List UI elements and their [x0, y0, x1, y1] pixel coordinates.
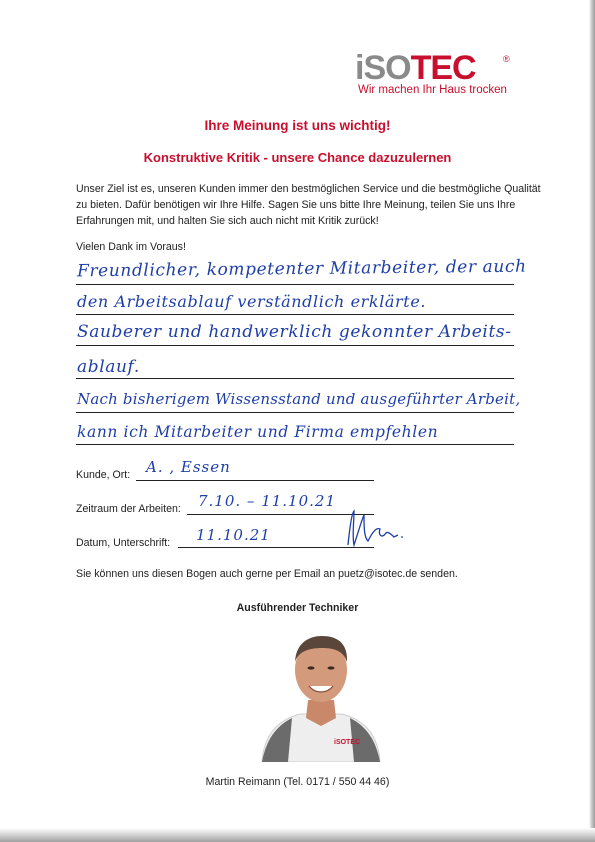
ruled-line — [76, 378, 514, 379]
date-value: 11.10.21 — [196, 526, 271, 544]
shirt-logo: iSOTEC — [334, 739, 361, 746]
page-heading: Ihre Meinung ist uns wichtig! — [204, 118, 391, 133]
registered-mark: ® — [503, 54, 510, 64]
signature — [340, 505, 410, 553]
scan-edge-bottom — [0, 828, 595, 842]
customer-label: Kunde, Ort: — [76, 469, 131, 481]
technician-name: Martin Reimann (Tel. 0171 / 550 44 46) — [205, 776, 390, 788]
logo-wordmark: iSOTEC — [355, 49, 476, 87]
period-label: Zeitraum der Arbeiten: — [76, 503, 181, 515]
technician-title: Ausführender Techniker — [236, 602, 359, 614]
period-value: 7.10. – 11.10.21 — [198, 492, 336, 510]
ruled-line — [76, 345, 514, 346]
feedback-line-3: Sauberer und handwerklich gekonnter Arbeits- — [77, 322, 512, 342]
feedback-line-5: Nach bisherigem Wissensstand und ausgeführter Arbeit, — [77, 390, 521, 408]
email-note: Sie können uns diesen Bogen auch gerne per Email an puetz@isotec.de senden. — [76, 568, 458, 580]
ruled-line — [76, 444, 514, 445]
customer-line — [136, 480, 374, 481]
thanks-text: Vielen Dank im Voraus! — [76, 241, 186, 253]
isotec-logo — [355, 50, 515, 100]
intro-text: Unser Ziel ist es, unseren Kunden immer den bestmöglichen Service und die bestmögliche Qualität zu bieten. Dafür benötigen wir Ihre Hilfe. Sagen Sie uns bitte Ihre Meinung, teilen Sie uns Ihre Erfahrungen mit, und halten Sie sich auch nicht mit Kritik zurück! — [76, 183, 541, 228]
ruled-line — [76, 412, 514, 413]
feedback-line-2: den Arbeitsablauf verständlich erklärte. — [77, 292, 427, 311]
feedback-line-1: Freundlicher, kompetenter Mitarbeiter, der auch — [76, 256, 527, 282]
ruled-line — [76, 314, 514, 315]
date-label: Datum, Unterschrift: — [76, 537, 171, 549]
technician-photo — [258, 628, 384, 762]
customer-value: A. , Essen — [146, 458, 231, 476]
feedback-line-4: ablauf. — [77, 357, 140, 377]
logo-tagline: Wir machen Ihr Haus trocken — [358, 84, 507, 96]
page-subheading: Konstruktive Kritik - unsere Chance dazuzulernen — [143, 150, 452, 165]
feedback-line-6: kann ich Mitarbeiter und Firma empfehlen — [77, 423, 439, 441]
ruled-line — [76, 284, 514, 285]
